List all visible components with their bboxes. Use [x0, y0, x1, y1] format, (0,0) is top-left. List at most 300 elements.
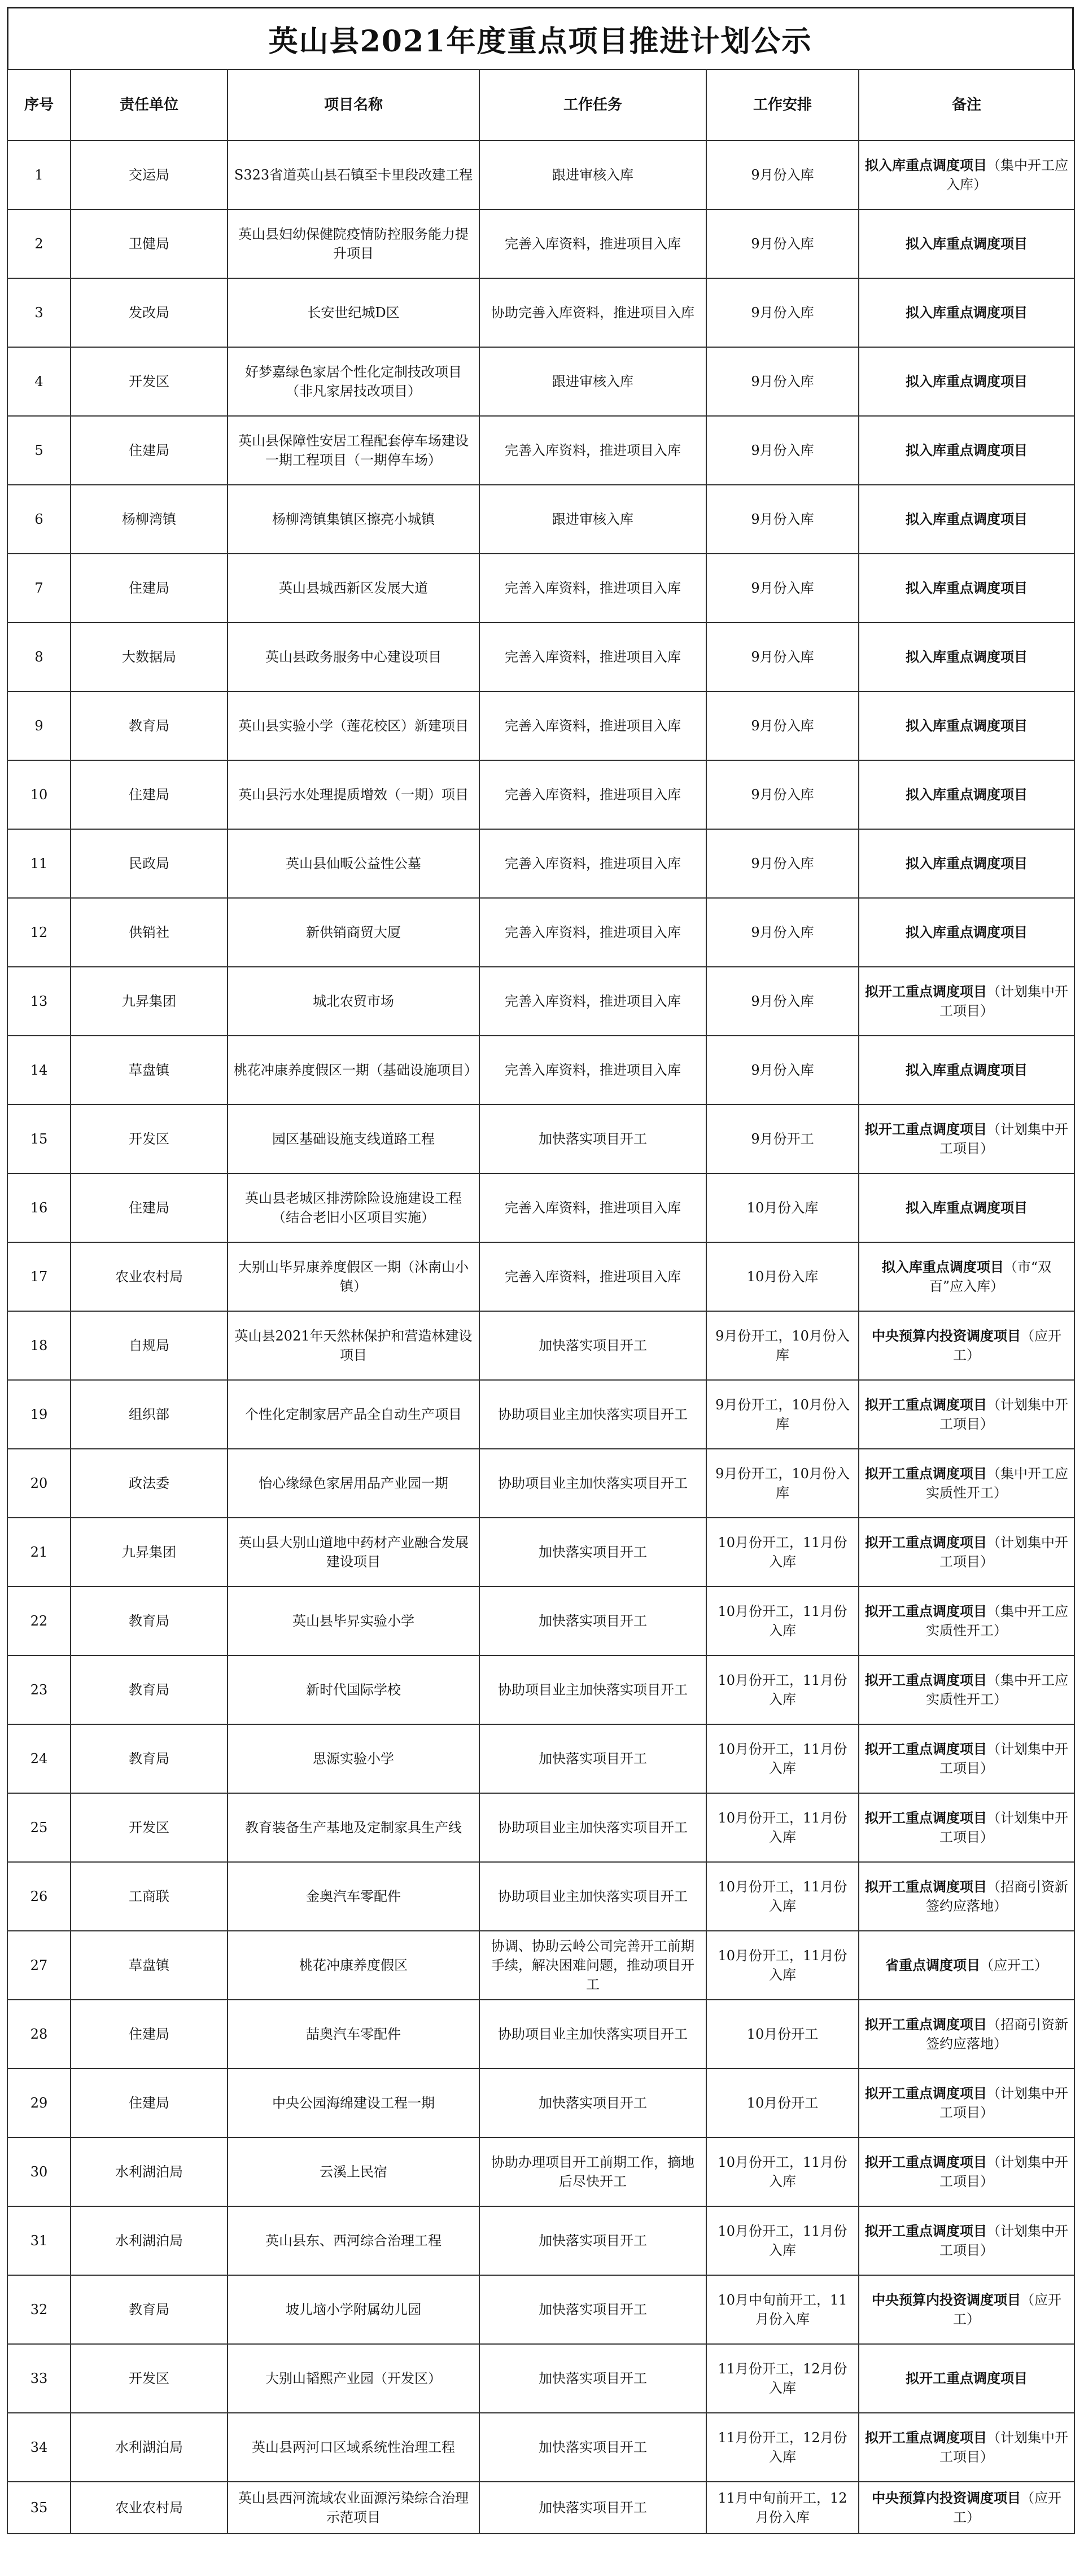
cell-note	[859, 760, 1074, 829]
cell-note	[859, 209, 1074, 278]
cell-task: 完善入库资料，推进项目入库	[479, 760, 706, 829]
cell-plan: 10月份入库	[706, 1173, 859, 1242]
cell-note	[859, 1862, 1074, 1931]
cell-note	[859, 141, 1074, 209]
cell-note	[859, 1173, 1074, 1242]
cell-note	[859, 2206, 1074, 2275]
cell-unit: 住建局	[71, 2000, 228, 2069]
cell-task: 加快落实项目开工	[479, 2206, 706, 2275]
note-remark: （集中开工应实质性开工）	[926, 1672, 1068, 1707]
cell-unit: 草盘镇	[71, 1036, 228, 1105]
cell-plan: 10月份开工，11月份入库	[706, 1793, 859, 1862]
note-remark: （计划集中开工项目）	[939, 984, 1068, 1019]
cell-unit: 住建局	[71, 2069, 228, 2137]
header-project-name: 项目名称	[228, 69, 479, 141]
table-row	[7, 554, 1074, 623]
cell-plan: 9月份入库	[706, 485, 859, 554]
cell-plan: 9月份入库	[706, 416, 859, 485]
cell-plan: 9月份入库	[706, 141, 859, 209]
cell-note	[859, 1931, 1074, 2000]
cell-plan: 9月份入库	[706, 760, 859, 829]
cell-project-name: 英山县大别山道地中药材产业融合发展建设项目	[228, 1518, 479, 1587]
note-category: 拟开工重点调度项目	[865, 1603, 987, 1619]
project-table	[7, 69, 1075, 2534]
cell-project-name: 怡心缘绿色家居用品产业园一期	[228, 1449, 479, 1518]
cell-plan: 9月份入库	[706, 623, 859, 691]
cell-no: 18	[7, 1311, 71, 1380]
table-row	[7, 485, 1074, 554]
table-row	[7, 1862, 1074, 1931]
cell-project-name: 杨柳湾镇集镇区擦亮小城镇	[228, 485, 479, 554]
table-row	[7, 967, 1074, 1036]
table-row	[7, 1036, 1074, 1105]
cell-project-name: 坡儿垴小学附属幼儿园	[228, 2275, 479, 2344]
table-row	[7, 2000, 1074, 2069]
table-row	[7, 2413, 1074, 2482]
note-category: 拟入库重点调度项目	[906, 442, 1028, 458]
note-category: 拟开工重点调度项目	[865, 1396, 987, 1413]
cell-task: 加快落实项目开工	[479, 2069, 706, 2137]
cell-no: 1	[7, 141, 71, 209]
cell-task: 加快落实项目开工	[479, 2344, 706, 2413]
table-row	[7, 141, 1074, 209]
cell-task: 加快落实项目开工	[479, 1518, 706, 1587]
cell-unit: 开发区	[71, 347, 228, 416]
cell-plan: 9月份开工，10月份入库	[706, 1380, 859, 1449]
cell-task: 完善入库资料，推进项目入库	[479, 416, 706, 485]
cell-plan: 9月份入库	[706, 898, 859, 967]
note-category: 拟入库重点调度项目	[906, 373, 1028, 389]
cell-plan: 10月份开工，11月份入库	[706, 1655, 859, 1724]
cell-project-name: 英山县东、西河综合治理工程	[228, 2206, 479, 2275]
cell-task: 协助项目业主加快落实项目开工	[479, 1380, 706, 1449]
cell-plan: 9月份入库	[706, 278, 859, 347]
cell-note	[859, 1724, 1074, 1793]
cell-no: 27	[7, 1931, 71, 2000]
note-category: 拟开工重点调度项目	[865, 1810, 987, 1826]
table-row	[7, 347, 1074, 416]
page-title: 英山县2021年度重点项目推进计划公示	[268, 24, 812, 59]
cell-unit: 教育局	[71, 2275, 228, 2344]
note-remark: （计划集中开工项目）	[939, 1535, 1068, 1570]
cell-no: 9	[7, 691, 71, 760]
note-remark: （计划集中开工项目）	[939, 2086, 1068, 2121]
cell-unit: 卫健局	[71, 209, 228, 278]
note-category: 拟入库重点调度项目	[865, 157, 987, 173]
cell-plan: 9月份入库	[706, 209, 859, 278]
cell-unit: 教育局	[71, 1655, 228, 1724]
cell-note	[859, 2482, 1074, 2534]
note-remark: （市“双百”应入库）	[929, 1259, 1052, 1294]
cell-no: 10	[7, 760, 71, 829]
note-remark: （应开工）	[953, 2490, 1061, 2525]
cell-task: 协助项目业主加快落实项目开工	[479, 1862, 706, 1931]
cell-project-name: 思源实验小学	[228, 1724, 479, 1793]
cell-no: 8	[7, 623, 71, 691]
header-plan: 工作安排	[706, 69, 859, 141]
note-category: 拟入库重点调度项目	[906, 304, 1028, 321]
cell-task: 加快落实项目开工	[479, 1311, 706, 1380]
cell-task: 跟进审核入库	[479, 347, 706, 416]
note-category: 拟开工重点调度项目	[865, 1534, 987, 1550]
note-category: 省重点调度项目	[885, 1957, 980, 1973]
table-row	[7, 1793, 1074, 1862]
cell-note	[859, 1036, 1074, 1105]
cell-unit: 开发区	[71, 1793, 228, 1862]
cell-task: 完善入库资料，推进项目入库	[479, 209, 706, 278]
note-remark: （计划集中开工项目）	[939, 1741, 1068, 1776]
note-category: 拟入库重点调度项目	[906, 855, 1028, 871]
cell-project-name: 城北农贸市场	[228, 967, 479, 1036]
cell-project-name: S323省道英山县石镇至卡里段改建工程	[228, 141, 479, 209]
cell-note	[859, 278, 1074, 347]
cell-no: 26	[7, 1862, 71, 1931]
note-category: 拟开工重点调度项目	[865, 1465, 987, 1482]
title-box	[7, 7, 1074, 69]
cell-project-name: 桃花冲康养度假区一期（基础设施项目）	[228, 1036, 479, 1105]
cell-no: 16	[7, 1173, 71, 1242]
cell-note	[859, 1587, 1074, 1655]
cell-project-name: 中央公园海绵建设工程一期	[228, 2069, 479, 2137]
cell-plan: 9月份开工，10月份入库	[706, 1311, 859, 1380]
cell-unit: 水利湖泊局	[71, 2413, 228, 2482]
cell-project-name: 新供销商贸大厦	[228, 898, 479, 967]
cell-no: 33	[7, 2344, 71, 2413]
cell-plan: 9月份开工	[706, 1105, 859, 1173]
table-row	[7, 1931, 1074, 2000]
cell-no: 29	[7, 2069, 71, 2137]
cell-project-name: 英山县老城区排涝除险设施建设工程（结合老旧小区项目实施）	[228, 1173, 479, 1242]
cell-no: 24	[7, 1724, 71, 1793]
note-category: 中央预算内投资调度项目	[872, 1328, 1021, 1344]
cell-no: 25	[7, 1793, 71, 1862]
cell-plan: 9月份入库	[706, 1036, 859, 1105]
cell-task: 完善入库资料，推进项目入库	[479, 691, 706, 760]
note-category: 拟开工重点调度项目	[865, 2154, 987, 2170]
table-row	[7, 691, 1074, 760]
table-row	[7, 278, 1074, 347]
note-category: 拟开工重点调度项目	[865, 1878, 987, 1895]
table-row	[7, 2344, 1074, 2413]
cell-no: 23	[7, 1655, 71, 1724]
cell-project-name: 英山县妇幼保健院疫情防控服务能力提升项目	[228, 209, 479, 278]
cell-unit: 杨柳湾镇	[71, 485, 228, 554]
cell-note	[859, 485, 1074, 554]
cell-no: 20	[7, 1449, 71, 1518]
cell-plan: 10月份开工，11月份入库	[706, 1931, 859, 2000]
cell-task: 完善入库资料，推进项目入库	[479, 554, 706, 623]
header-unit: 责任单位	[71, 69, 228, 141]
cell-plan: 10月中旬前开工，11月份入库	[706, 2275, 859, 2344]
cell-plan: 9月份入库	[706, 554, 859, 623]
cell-plan: 11月份开工，12月份入库	[706, 2344, 859, 2413]
header-note: 备注	[859, 69, 1074, 141]
cell-unit: 开发区	[71, 1105, 228, 1173]
cell-note	[859, 1380, 1074, 1449]
cell-no: 17	[7, 1242, 71, 1311]
cell-no: 35	[7, 2482, 71, 2534]
cell-unit: 大数据局	[71, 623, 228, 691]
cell-project-name: 金奥汽车零配件	[228, 1862, 479, 1931]
cell-note	[859, 1518, 1074, 1587]
cell-no: 19	[7, 1380, 71, 1449]
cell-project-name: 英山县城西新区发展大道	[228, 554, 479, 623]
cell-unit: 教育局	[71, 691, 228, 760]
table-row	[7, 760, 1074, 829]
note-remark: （应开工）	[953, 2292, 1061, 2327]
cell-unit: 水利湖泊局	[71, 2137, 228, 2206]
cell-task: 完善入库资料，推进项目入库	[479, 1242, 706, 1311]
cell-unit: 发改局	[71, 278, 228, 347]
note-category: 拟开工重点调度项目	[865, 2223, 987, 2239]
cell-unit: 开发区	[71, 2344, 228, 2413]
cell-unit: 住建局	[71, 760, 228, 829]
cell-note	[859, 967, 1074, 1036]
cell-unit: 民政局	[71, 829, 228, 898]
note-category: 拟开工重点调度项目	[865, 2085, 987, 2101]
cell-task: 完善入库资料，推进项目入库	[479, 1173, 706, 1242]
table-body	[7, 141, 1074, 2534]
cell-unit: 教育局	[71, 1724, 228, 1793]
table-row	[7, 209, 1074, 278]
cell-task: 协调、协助云岭公司完善开工前期手续，解决困难问题，推动项目开工	[479, 1931, 706, 2000]
header-row	[7, 69, 1074, 141]
table-row	[7, 829, 1074, 898]
cell-task: 协助完善入库资料，推进项目入库	[479, 278, 706, 347]
cell-project-name: 英山县2021年天然林保护和营造林建设项目	[228, 1311, 479, 1380]
cell-task: 加快落实项目开工	[479, 1724, 706, 1793]
note-category: 拟开工重点调度项目	[865, 1741, 987, 1757]
table-row	[7, 2069, 1074, 2137]
cell-task: 加快落实项目开工	[479, 2275, 706, 2344]
note-category: 拟入库重点调度项目	[906, 1062, 1028, 1078]
note-remark: （计划集中开工项目）	[939, 1397, 1068, 1432]
table-row	[7, 1724, 1074, 1793]
table-row	[7, 2275, 1074, 2344]
cell-no: 3	[7, 278, 71, 347]
cell-unit: 自规局	[71, 1311, 228, 1380]
note-category: 拟开工重点调度项目	[865, 2016, 987, 2032]
cell-note	[859, 1242, 1074, 1311]
cell-plan: 10月份开工，11月份入库	[706, 1862, 859, 1931]
cell-no: 7	[7, 554, 71, 623]
note-remark: （招商引资新签约应落地）	[926, 1879, 1068, 1914]
cell-no: 21	[7, 1518, 71, 1587]
cell-task: 跟进审核入库	[479, 141, 706, 209]
cell-note	[859, 2344, 1074, 2413]
table-row	[7, 1173, 1074, 1242]
table-row	[7, 1242, 1074, 1311]
table-row	[7, 1587, 1074, 1655]
cell-plan: 11月中旬前开工，12月份入库	[706, 2482, 859, 2534]
table-row	[7, 1655, 1074, 1724]
note-remark: （计划集中开工项目）	[939, 2154, 1068, 2189]
note-category: 拟开工重点调度项目	[906, 2370, 1028, 2386]
cell-note	[859, 347, 1074, 416]
cell-project-name: 英山县毕昇实验小学	[228, 1587, 479, 1655]
table-row	[7, 1380, 1074, 1449]
cell-unit: 九昇集团	[71, 1518, 228, 1587]
cell-project-name: 大别山韬熙产业园（开发区）	[228, 2344, 479, 2413]
cell-task: 跟进审核入库	[479, 485, 706, 554]
cell-project-name: 云溪上民宿	[228, 2137, 479, 2206]
cell-unit: 农业农村局	[71, 2482, 228, 2534]
cell-note	[859, 691, 1074, 760]
cell-unit: 水利湖泊局	[71, 2206, 228, 2275]
cell-plan: 9月份入库	[706, 967, 859, 1036]
cell-unit: 组织部	[71, 1380, 228, 1449]
note-remark: （计划集中开工项目）	[939, 1810, 1068, 1845]
cell-note	[859, 623, 1074, 691]
note-category: 拟入库重点调度项目	[906, 235, 1028, 252]
note-remark: （集中开工应实质性开工）	[926, 1604, 1068, 1639]
cell-no: 4	[7, 347, 71, 416]
cell-no: 32	[7, 2275, 71, 2344]
cell-project-name: 英山县两河口区域系统性治理工程	[228, 2413, 479, 2482]
cell-unit: 住建局	[71, 554, 228, 623]
cell-unit: 供销社	[71, 898, 228, 967]
cell-task: 完善入库资料，推进项目入库	[479, 898, 706, 967]
cell-project-name: 个性化定制家居产品全自动生产项目	[228, 1380, 479, 1449]
table-row	[7, 1449, 1074, 1518]
note-remark: （计划集中开工项目）	[939, 2223, 1068, 2258]
note-category: 拟入库重点调度项目	[906, 1199, 1028, 1216]
cell-task: 协助办理项目开工前期工作，摘地后尽快开工	[479, 2137, 706, 2206]
note-category: 拟入库重点调度项目	[906, 511, 1028, 527]
cell-note	[859, 2413, 1074, 2482]
note-remark: （集中开工应实质性开工）	[926, 1466, 1068, 1501]
cell-task: 完善入库资料，推进项目入库	[479, 623, 706, 691]
table-row	[7, 898, 1074, 967]
cell-task: 完善入库资料，推进项目入库	[479, 967, 706, 1036]
cell-unit: 住建局	[71, 1173, 228, 1242]
cell-task: 协助项目业主加快落实项目开工	[479, 1449, 706, 1518]
cell-plan: 10月份开工，11月份入库	[706, 1724, 859, 1793]
cell-unit: 教育局	[71, 1587, 228, 1655]
note-category: 中央预算内投资调度项目	[872, 2490, 1021, 2506]
cell-project-name: 喆奥汽车零配件	[228, 2000, 479, 2069]
cell-project-name: 好梦嘉绿色家居个性化定制技改项目（非凡家居技改项目）	[228, 347, 479, 416]
cell-unit: 草盘镇	[71, 1931, 228, 2000]
cell-note	[859, 1793, 1074, 1862]
cell-unit: 政法委	[71, 1449, 228, 1518]
cell-plan: 10月份开工	[706, 2069, 859, 2137]
cell-plan: 10月份开工，11月份入库	[706, 2206, 859, 2275]
cell-note	[859, 898, 1074, 967]
cell-plan: 11月份开工，12月份入库	[706, 2413, 859, 2482]
note-remark: （应开工）	[980, 1957, 1048, 1973]
cell-plan: 9月份入库	[706, 691, 859, 760]
note-remark: （计划集中开工项目）	[939, 1121, 1068, 1156]
cell-unit: 住建局	[71, 416, 228, 485]
cell-plan: 10月份开工，11月份入库	[706, 2137, 859, 2206]
cell-plan: 10月份开工，11月份入库	[706, 1587, 859, 1655]
cell-task: 加快落实项目开工	[479, 1105, 706, 1173]
cell-note	[859, 829, 1074, 898]
cell-project-name: 英山县政务服务中心建设项目	[228, 623, 479, 691]
note-category: 拟入库重点调度项目	[906, 924, 1028, 940]
cell-no: 13	[7, 967, 71, 1036]
cell-no: 15	[7, 1105, 71, 1173]
cell-plan: 9月份开工，10月份入库	[706, 1449, 859, 1518]
header-task: 工作任务	[479, 69, 706, 141]
cell-no: 22	[7, 1587, 71, 1655]
note-category: 拟开工重点调度项目	[865, 1672, 987, 1688]
cell-project-name: 园区基础设施支线道路工程	[228, 1105, 479, 1173]
note-category: 拟开工重点调度项目	[865, 983, 987, 1000]
table-row	[7, 1518, 1074, 1587]
cell-task: 完善入库资料，推进项目入库	[479, 1036, 706, 1105]
header-no: 序号	[7, 69, 71, 141]
note-category: 拟入库重点调度项目	[906, 786, 1028, 803]
table-row	[7, 416, 1074, 485]
note-category: 拟入库重点调度项目	[906, 717, 1028, 734]
table-row	[7, 1311, 1074, 1380]
cell-task: 协助项目业主加快落实项目开工	[479, 1655, 706, 1724]
note-category: 拟入库重点调度项目	[881, 1259, 1004, 1275]
cell-note	[859, 1449, 1074, 1518]
cell-task: 协助项目业主加快落实项目开工	[479, 2000, 706, 2069]
cell-note	[859, 1311, 1074, 1380]
cell-task: 加快落实项目开工	[479, 2482, 706, 2534]
note-category: 拟开工重点调度项目	[865, 2429, 987, 2446]
cell-project-name: 英山县仙畈公益性公墓	[228, 829, 479, 898]
cell-note	[859, 2069, 1074, 2137]
cell-project-name: 英山县保障性安居工程配套停车场建设一期工程项目（一期停车场）	[228, 416, 479, 485]
cell-task: 完善入库资料，推进项目入库	[479, 829, 706, 898]
cell-no: 12	[7, 898, 71, 967]
cell-project-name: 英山县实验小学（莲花校区）新建项目	[228, 691, 479, 760]
note-category: 中央预算内投资调度项目	[872, 2292, 1021, 2308]
cell-no: 28	[7, 2000, 71, 2069]
table-row	[7, 1105, 1074, 1173]
cell-plan: 10月份开工，11月份入库	[706, 1518, 859, 1587]
cell-unit: 工商联	[71, 1862, 228, 1931]
cell-plan: 9月份入库	[706, 829, 859, 898]
cell-no: 6	[7, 485, 71, 554]
cell-no: 5	[7, 416, 71, 485]
table-row	[7, 2482, 1074, 2534]
cell-project-name: 大别山毕昇康养度假区一期（沐南山小镇）	[228, 1242, 479, 1311]
cell-note	[859, 1655, 1074, 1724]
note-remark: （应开工）	[953, 1328, 1061, 1363]
table-row	[7, 2206, 1074, 2275]
cell-note	[859, 2137, 1074, 2206]
cell-task: 协助项目业主加快落实项目开工	[479, 1793, 706, 1862]
cell-unit: 九昇集团	[71, 967, 228, 1036]
cell-no: 34	[7, 2413, 71, 2482]
cell-unit: 农业农村局	[71, 1242, 228, 1311]
note-category: 拟开工重点调度项目	[865, 1121, 987, 1137]
note-remark: （计划集中开工项目）	[939, 2430, 1068, 2465]
cell-project-name: 英山县西河流域农业面源污染综合治理示范项目	[228, 2482, 479, 2534]
cell-note	[859, 1105, 1074, 1173]
cell-no: 14	[7, 1036, 71, 1105]
cell-task: 加快落实项目开工	[479, 2413, 706, 2482]
cell-note	[859, 2000, 1074, 2069]
cell-unit: 交运局	[71, 141, 228, 209]
table-row	[7, 623, 1074, 691]
cell-no: 2	[7, 209, 71, 278]
cell-plan: 10月份入库	[706, 1242, 859, 1311]
note-remark: （集中开工应入库）	[946, 157, 1068, 192]
note-category: 拟入库重点调度项目	[906, 649, 1028, 665]
cell-no: 11	[7, 829, 71, 898]
cell-project-name: 新时代国际学校	[228, 1655, 479, 1724]
cell-plan: 9月份入库	[706, 347, 859, 416]
cell-no: 31	[7, 2206, 71, 2275]
cell-task: 加快落实项目开工	[479, 1587, 706, 1655]
